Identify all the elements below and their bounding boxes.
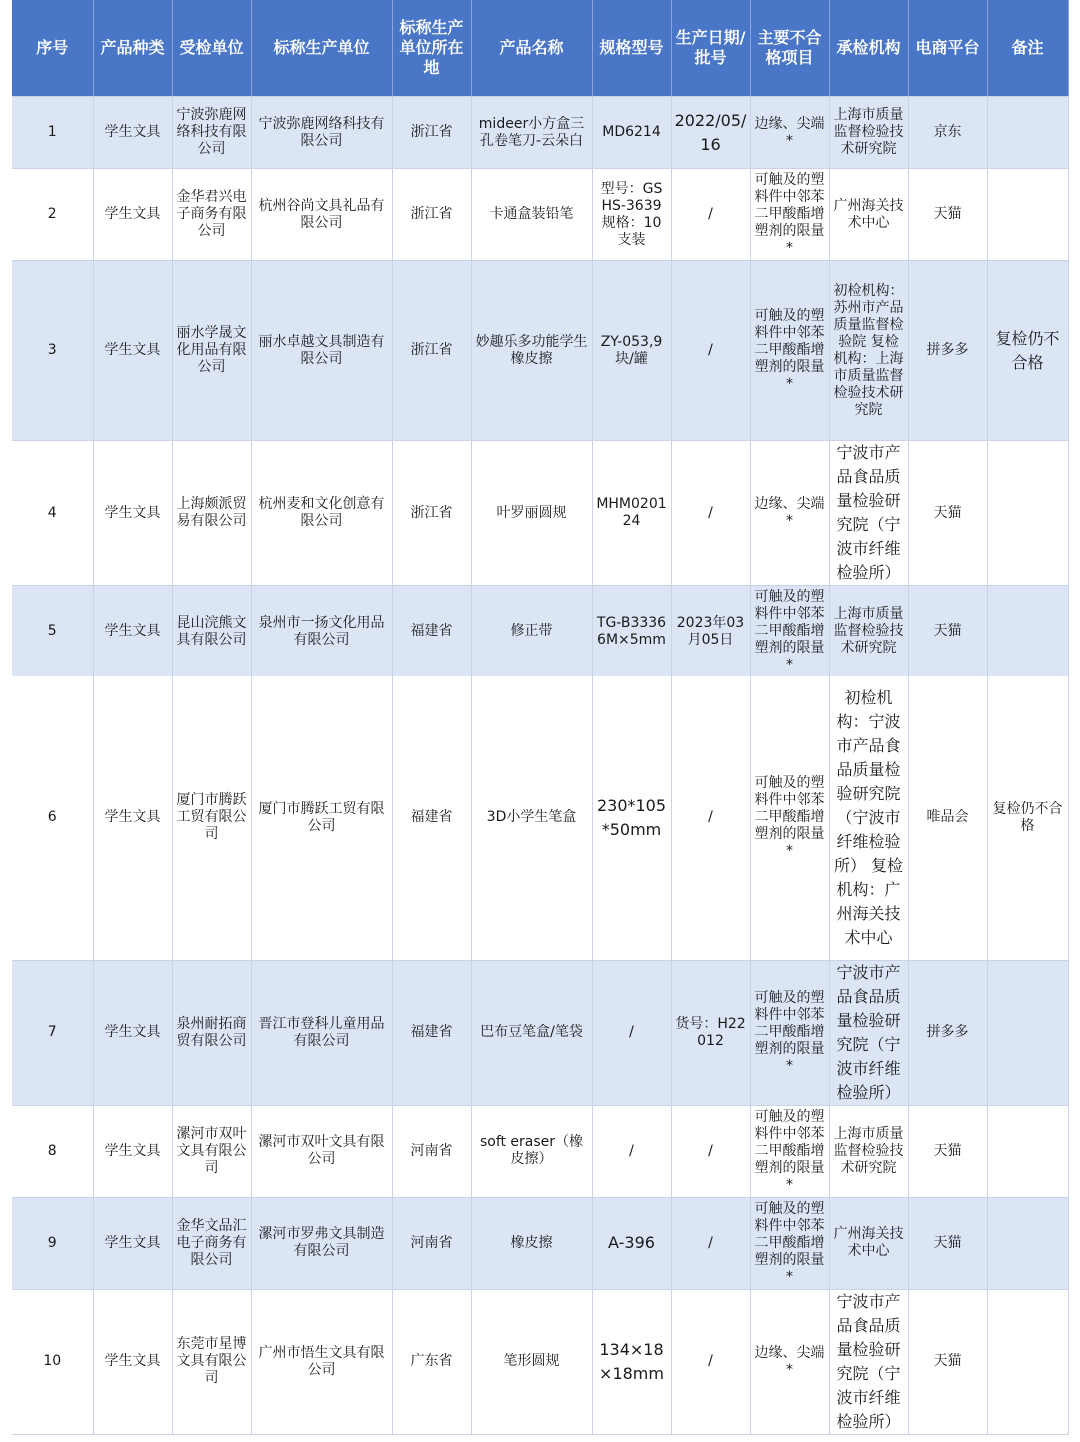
cell-spec: / (592, 960, 671, 1105)
cell-platform: 天猫 (908, 1289, 987, 1434)
cell-product: 笔形圆规 (471, 1289, 592, 1434)
table-row (12, 441, 1068, 586)
cell-lab: 初检机构：宁波市产品食品质量检验研究院（宁波市纤维检验所） 复检机构：广州海关技术中心 (829, 676, 908, 960)
cell-lab: 上海市质量监督检验技术研究院 (829, 1105, 908, 1197)
cell-producer: 泉州市一扬文化用品有限公司 (251, 586, 392, 678)
cell-date: / (671, 441, 750, 586)
header-cell: 电商平台 (908, 0, 987, 97)
cell-product: 叶罗丽圆规 (471, 441, 592, 586)
cell-producer: 漯河市双叶文具有限公司 (251, 1105, 392, 1197)
cell-product: mideer小方盒三孔卷笔刀-云朵白 (471, 97, 592, 169)
header-cell: 备注 (987, 0, 1068, 97)
cell-remark (987, 441, 1068, 586)
cell-category: 学生文具 (93, 169, 172, 261)
cell-producer: 厦门市腾跃工贸有限公司 (251, 676, 392, 960)
cell-platform: 天猫 (908, 1197, 987, 1289)
cell-date: 2022/05/16 (671, 97, 750, 169)
table-row (12, 261, 1068, 441)
header-cell: 规格型号 (592, 0, 671, 97)
cell-item: 边缘、尖端* (750, 1289, 829, 1434)
cell-lab: 广州海关技术中心 (829, 1197, 908, 1289)
cell-inspected: 上海颇派贸易有限公司 (172, 441, 251, 586)
header-cell: 标称生产单位 (251, 0, 392, 97)
cell-lab: 上海市质量监督检验技术研究院 (829, 586, 908, 678)
table-row (12, 960, 1068, 1105)
cell-lab: 初检机构：苏州市产品质量监督检验院 复检机构：上海市质量监督检验技术研究院 (829, 261, 908, 441)
cell-producer: 漯河市罗弗文具制造有限公司 (251, 1197, 392, 1289)
header-cell: 生产日期/批号 (671, 0, 750, 97)
cell-no: 5 (12, 586, 93, 678)
cell-platform: 唯品会 (908, 676, 987, 960)
cell-date: / (671, 1197, 750, 1289)
cell-item: 可触及的塑料件中邻苯二甲酸酯增塑剂的限量* (750, 1105, 829, 1197)
cell-remark (987, 169, 1068, 261)
cell-category: 学生文具 (93, 1289, 172, 1434)
cell-no: 2 (12, 169, 93, 261)
table-row (12, 676, 1068, 960)
cell-category: 学生文具 (93, 676, 172, 960)
cell-remark: 复检仍不合格 (987, 676, 1068, 960)
cell-no: 3 (12, 261, 93, 441)
cell-platform: 京东 (908, 97, 987, 169)
cell-inspected: 丽水学晟文化用品有限公司 (172, 261, 251, 441)
cell-product: soft eraser（橡皮擦） (471, 1105, 592, 1197)
cell-spec: 230*105*50mm (592, 676, 671, 960)
cell-no: 8 (12, 1105, 93, 1197)
results-table-bottom (12, 676, 1069, 1435)
cell-remark (987, 97, 1068, 169)
cell-inspected: 东莞市星博文具有限公司 (172, 1289, 251, 1434)
cell-product: 橡皮擦 (471, 1197, 592, 1289)
cell-location: 福建省 (392, 586, 471, 678)
cell-category: 学生文具 (93, 586, 172, 678)
cell-location: 福建省 (392, 676, 471, 960)
cell-category: 学生文具 (93, 1197, 172, 1289)
header-cell: 承检机构 (829, 0, 908, 97)
cell-no: 9 (12, 1197, 93, 1289)
table-row (12, 169, 1068, 261)
cell-lab: 宁波市产品食品质量检验研究院（宁波市纤维检验所） (829, 441, 908, 586)
header-row (12, 0, 1068, 97)
cell-no: 10 (12, 1289, 93, 1434)
cell-lab: 广州海关技术中心 (829, 169, 908, 261)
cell-date: / (671, 261, 750, 441)
cell-product: 妙趣乐多功能学生橡皮擦 (471, 261, 592, 441)
header-cell: 主要不合格项目 (750, 0, 829, 97)
cell-item: 可触及的塑料件中邻苯二甲酸酯增塑剂的限量* (750, 261, 829, 441)
cell-location: 浙江省 (392, 441, 471, 586)
cell-platform: 天猫 (908, 169, 987, 261)
cell-platform: 天猫 (908, 1105, 987, 1197)
cell-remark (987, 1289, 1068, 1434)
cell-no: 1 (12, 97, 93, 169)
cell-remark (987, 586, 1068, 678)
cell-location: 福建省 (392, 960, 471, 1105)
cell-spec: 型号：GSHS-3639 规格：10支装 (592, 169, 671, 261)
cell-lab: 宁波市产品食品质量检验研究院（宁波市纤维检验所） (829, 960, 908, 1105)
header-cell: 产品名称 (471, 0, 592, 97)
cell-category: 学生文具 (93, 960, 172, 1105)
cell-date: / (671, 1289, 750, 1434)
cell-item: 可触及的塑料件中邻苯二甲酸酯增塑剂的限量* (750, 676, 829, 960)
cell-inspected: 金华君兴电子商务有限公司 (172, 169, 251, 261)
cell-producer: 宁波弥鹿网络科技有限公司 (251, 97, 392, 169)
table-row (12, 586, 1068, 678)
cell-product: 巴布豆笔盒/笔袋 (471, 960, 592, 1105)
cell-lab: 宁波市产品食品质量检验研究院（宁波市纤维检验所） (829, 1289, 908, 1434)
cell-spec: 134×18×18mm (592, 1289, 671, 1434)
cell-platform: 天猫 (908, 586, 987, 678)
cell-inspected: 泉州耐拓商贸有限公司 (172, 960, 251, 1105)
cell-date: / (671, 169, 750, 261)
cell-product: 卡通盒装铅笔 (471, 169, 592, 261)
table-row (12, 97, 1068, 169)
header-cell: 序号 (12, 0, 93, 97)
cell-date: 货号：H22012 (671, 960, 750, 1105)
cell-spec: MHM020124 (592, 441, 671, 586)
cell-inspected: 漯河市双叶文具有限公司 (172, 1105, 251, 1197)
cell-inspected: 宁波弥鹿网络科技有限公司 (172, 97, 251, 169)
cell-no: 6 (12, 676, 93, 960)
results-table-top (12, 0, 1069, 678)
cell-remark (987, 960, 1068, 1105)
table-row (12, 1289, 1068, 1434)
cell-category: 学生文具 (93, 97, 172, 169)
cell-producer: 丽水卓越文具制造有限公司 (251, 261, 392, 441)
cell-remark: 复检仍不合格 (987, 261, 1068, 441)
cell-product: 3D小学生笔盒 (471, 676, 592, 960)
cell-location: 河南省 (392, 1197, 471, 1289)
cell-item: 边缘、尖端* (750, 97, 829, 169)
cell-spec: TG-B3336 6M×5mm (592, 586, 671, 678)
cell-spec: A-396 (592, 1197, 671, 1289)
cell-item: 边缘、尖端* (750, 441, 829, 586)
cell-item: 可触及的塑料件中邻苯二甲酸酯增塑剂的限量* (750, 1197, 829, 1289)
cell-category: 学生文具 (93, 261, 172, 441)
header-cell: 产品种类 (93, 0, 172, 97)
cell-inspected: 昆山浣熊文具有限公司 (172, 586, 251, 678)
cell-category: 学生文具 (93, 1105, 172, 1197)
cell-spec: ZY-053,9块/罐 (592, 261, 671, 441)
cell-remark (987, 1105, 1068, 1197)
table-row (12, 1197, 1068, 1289)
cell-remark (987, 1197, 1068, 1289)
cell-producer: 杭州谷尚文具礼品有限公司 (251, 169, 392, 261)
cell-location: 河南省 (392, 1105, 471, 1197)
cell-item: 可触及的塑料件中邻苯二甲酸酯增塑剂的限量* (750, 960, 829, 1105)
cell-platform: 拼多多 (908, 960, 987, 1105)
cell-category: 学生文具 (93, 441, 172, 586)
cell-producer: 晋江市登科儿童用品有限公司 (251, 960, 392, 1105)
cell-location: 广东省 (392, 1289, 471, 1434)
cell-location: 浙江省 (392, 261, 471, 441)
cell-location: 浙江省 (392, 169, 471, 261)
cell-inspected: 厦门市腾跃工贸有限公司 (172, 676, 251, 960)
cell-product: 修正带 (471, 586, 592, 678)
cell-no: 7 (12, 960, 93, 1105)
cell-platform: 天猫 (908, 441, 987, 586)
cell-spec: / (592, 1105, 671, 1197)
cell-producer: 广州市悟生文具有限公司 (251, 1289, 392, 1434)
table-row (12, 1105, 1068, 1197)
cell-lab: 上海市质量监督检验技术研究院 (829, 97, 908, 169)
cell-spec: MD6214 (592, 97, 671, 169)
cell-producer: 杭州麦和文化创意有限公司 (251, 441, 392, 586)
header-cell: 标称生产单位所在地 (392, 0, 471, 97)
cell-inspected: 金华文品汇电子商务有限公司 (172, 1197, 251, 1289)
cell-platform: 拼多多 (908, 261, 987, 441)
cell-item: 可触及的塑料件中邻苯二甲酸酯增塑剂的限量* (750, 586, 829, 678)
cell-date: / (671, 676, 750, 960)
cell-date: / (671, 1105, 750, 1197)
cell-item: 可触及的塑料件中邻苯二甲酸酯增塑剂的限量* (750, 169, 829, 261)
header-cell: 受检单位 (172, 0, 251, 97)
cell-date: 2023年03月05日 (671, 586, 750, 678)
cell-no: 4 (12, 441, 93, 586)
cell-location: 浙江省 (392, 97, 471, 169)
